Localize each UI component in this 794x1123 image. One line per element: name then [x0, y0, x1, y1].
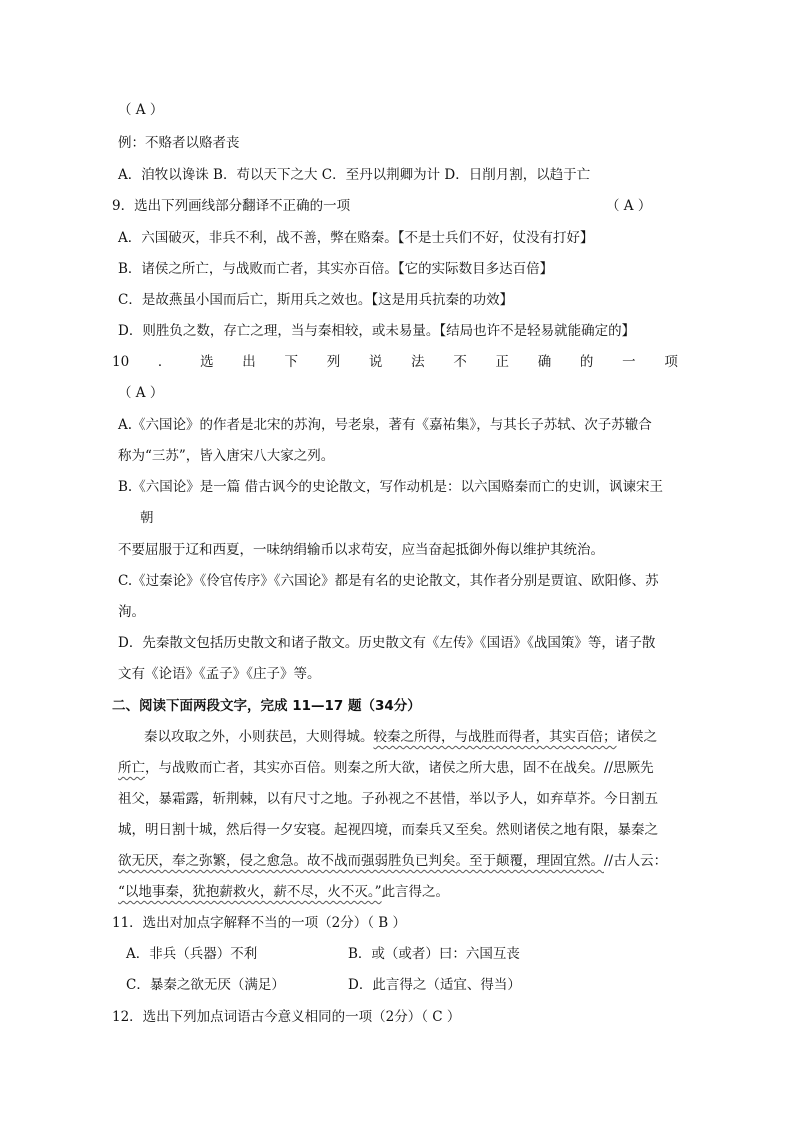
- passage-line-4: 城，明日割十城，然后得一夕安寝。起视四境，而秦兵又至矣。然则诸侯之地有限，暴秦之: [118, 822, 658, 838]
- q10-stem-char: 项: [664, 354, 678, 370]
- q11-option-c: C．暴秦之欲无厌（满足）: [126, 977, 285, 993]
- q10-option-b-line3: 不要屈服于辽和西夏，一味纳绢输币以求苟安，应当奋起抵御外侮以维护其统治。: [118, 542, 604, 558]
- passage-underlined-segment: “以地事秦，犹抱薪救火，薪不尽，火不灭。”: [118, 884, 382, 900]
- q10-option-d-line1: D．先秦散文包括历史散文和诸子散文。历史散文有《左传》《国语》《战国策》等，诸子散: [118, 635, 656, 651]
- passage-line-1: [144, 727, 657, 747]
- q10-option-b-line2: 朝: [140, 510, 154, 526]
- q8-example: 例：不赂者以赂者丧: [118, 135, 240, 151]
- q9-stem: 9．选出下列画线部分翻译不正确的一项: [112, 198, 351, 214]
- q10-stem-char: 法: [411, 354, 425, 370]
- passage-segment: 秦以攻取之外，小则获邑，大则得城。: [144, 729, 374, 745]
- q12-stem: 12．选出下列加点词语古今意义相同的一项（2分）（ C ）: [112, 1009, 461, 1025]
- q10-option-c-line1: C.《过秦论》《伶官传序》《六国论》都是有名的史论散文，其作者分别是贾谊、欧阳修、苏: [118, 573, 659, 589]
- q10-stem-char: 说: [368, 354, 383, 370]
- q10-stem: [112, 352, 678, 372]
- q10-stem-char: 正: [495, 354, 510, 370]
- q10-stem-char: 确: [537, 354, 552, 370]
- passage-underlined-segment: 所亡: [118, 760, 145, 776]
- q11-option-d: D．此言得之（适宜、得当）: [348, 977, 521, 993]
- passage-line-6: [118, 882, 449, 902]
- passage-line-2: [118, 758, 654, 778]
- q8-answer: （ A ）: [118, 102, 164, 118]
- q10-stem-char: 出: [242, 354, 256, 370]
- q10-option-a-line2: 称为“三苏”，皆入唐宋八大家之列。: [118, 448, 335, 464]
- q10-option-d-line2: 文有《论语》《孟子》《庄子》等。: [118, 666, 321, 682]
- q10-stem-char: 一: [622, 354, 636, 370]
- q10-stem-char: 选: [200, 354, 214, 370]
- passage-segment: ，与战败而亡者，其实亦百倍。则秦之所大欲，诸侯之所大患，固不在战矣。//思厥先: [145, 760, 654, 776]
- q10-stem-char: 下: [284, 354, 298, 370]
- passage-segment: 诸侯之: [616, 729, 657, 745]
- passage-line-3: 祖父，暴霜露，斩荆棘，以有尺寸之地。子孙视之不甚惜，举以予人，如弃草芥。今日割五: [118, 791, 658, 807]
- q10-answer: （ A ）: [118, 385, 164, 401]
- passage-line-5: [118, 851, 667, 871]
- q10-option-b-line1: B.《六国论》是一篇 借古讽今的史论散文，写作动机是：以六国赂秦而亡的史训，讽谏宋王: [118, 479, 664, 495]
- q10-stem-char: ．: [157, 354, 172, 370]
- q10-option-a-line1: A.《六国论》的作者是北宋的苏洵，号老泉，著有《嘉祐集》，与其长子苏轼、次子苏辙合: [118, 417, 652, 433]
- q10-option-c-line2: 洵。: [118, 604, 145, 620]
- passage-segment: //古人云：: [604, 853, 668, 869]
- passage-underlined-segment: 较秦之所得，与战胜而得者，其实百倍；: [373, 729, 617, 745]
- q9-option-d: D．则胜负之数，存亡之理，当与秦相较，或未易量。【结局也许不是轻易就能确定的】: [118, 323, 636, 339]
- q10-stem-char: 的: [579, 354, 594, 370]
- passage-underlined-segment: 欲无厌，奉之弥繁，侵之愈急。故不战而强弱胜负已判矣。至于颠覆，理固宜然。: [118, 853, 604, 869]
- q9-option-c: C．是故燕虽小国而后亡，斯用兵之效也。【这是用兵抗秦的功效】: [118, 292, 514, 308]
- q10-stem-char: 不: [453, 354, 467, 370]
- q8-options: A．洎牧以谗诛 B．苟以天下之大 C．至丹以荆卿为计 D．日削月割，以趋于亡: [118, 167, 591, 183]
- q9-option-b: B．诸侯之所亡，与战败而亡者，其实亦百倍。【它的实际数目多达百倍】: [118, 261, 554, 277]
- section-2-heading: 二、阅读下面两段文字，完成 11—17 题（34分）: [112, 698, 421, 714]
- q11-option-a: A．非兵（兵器）不利: [126, 946, 258, 962]
- q9-answer: （ A ）: [606, 198, 652, 214]
- q10-stem-char: 10: [112, 354, 130, 370]
- q9-option-a: A．六国破灭，非兵不利，战不善，弊在赂秦。【不是士兵们不好，仗没有打好】: [118, 230, 594, 246]
- q11-stem: 11．选出对加点字解释不当的一项（2分）（ B ）: [112, 915, 407, 931]
- q10-stem-char: 列: [326, 354, 341, 370]
- q11-option-b: B．或（或者）曰：六国互丧: [348, 946, 520, 962]
- passage-segment: 此言得之。: [381, 884, 450, 900]
